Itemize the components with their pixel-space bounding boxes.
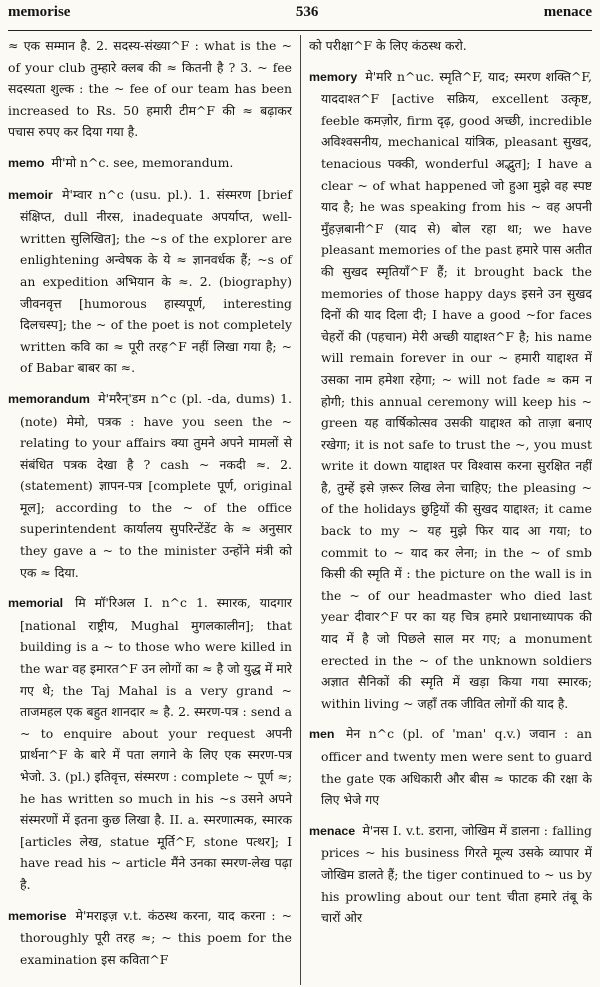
headword: menace [309, 823, 356, 838]
right-guide-word: menace [543, 4, 592, 20]
left-column [8, 35, 300, 985]
headword: memorise [8, 908, 67, 923]
entry-memory: memory मे'मरि n^uc. स्मृति^F, याद; स्मरण शक्ति^F, याददाश्त^F [active सक्रिय, excellent उत्कृष्ट, feeble कमज़ोर, firm दृढ़, good अच्छी, incredible अविश्वसनीय, mechanical यांत्रिक, pleasant सुखद, tenacious पक्की, wonderful अद्भुत]; I have a clear ~ of what happened जो हुआ मुझे वह स्पष्ट याद है; he was speaking from his ~ वह अपनी मुँहज़बानी^F (याद से) बोल रहा था; we have pleasant memories of the past हमारे पास अतीत की सुखद स्मृतियाँ^F हैं; it brought back the memories of those happy days इसने उन सुखद दिनों की याद दिला दी; I have a good ~for faces चेहरों की (पहचान) मेरी अच्छी याद्दाश्त^F है; his name will remain forever in our ~ हमारी याद्दाश्त में उसका नाम हमेशा रहेगा; ~ will not fade ≈ कम न होगी; this annual ceremony will keep his ~ green यह वार्षिकोत्सव उसकी याद्दाश्त को ताज़ा बनाए रखेगा; it is not safe to trust the ~, you must write it down याद्दाश्त पर विश्वास करना सुरक्षित नहीं है, तुम्हें इसे ज़रूर लिख लेना चाहिए; the pleasing ~ of the holidays छुट्टियों की सुखद याद्दाश्त; it came back to my ~ यह मुझे फिर याद आ गया; to commit to ~ याद कर लेना; in the ~ of smb किसी की स्मृति में : the picture on the wall is in the ~ of our headmaster who died last year दीवार^F पर का यह चित्र हमारे प्रधानाध्यापक की याद में है जो पिछले साल मर गए; a monument erected in the ~ of the unknown soldiers अज्ञात सैनिकों की स्मृति में खड़ा किया गया स्मारक; within living ~ जहाँ तक जीवित लोगों की याद है. [309, 68, 592, 711]
columns [8, 35, 592, 985]
headword: memory [309, 69, 358, 84]
entry-memo: memo मी'मो n^c. see, memorandum. [8, 154, 234, 170]
headword: men [309, 727, 335, 742]
entry-memorial: memorial मि मॉ'रिअल I. n^c 1. स्मारक, यादगार [national राष्ट्रीय, Mughal मुगलकालीन]; that building is a ~ to those who were killed in the war वह इमारत^F उन लोगों का ≈ है जो युद्ध में मारे गए थे; the Taj Mahal is a very grand ~ ताजमहल एक बहुत शानदार ≈ है. 2. स्मरण-पत्र : send a ~ to enquire about your request अपनी प्रार्थना^F के बारे में पता लगाने के लिए एक स्मरण-पत्र भेजो. 3. (pl.) इतिवृत्त, संस्मरण : complete ~ पूर्ण ≈; he has written so much in his ~s उसने अपने संस्मरणों में इतना कुछ लिखा है. II. a. स्मरणात्मक, स्मारक [articles लेख, statue मूर्ति^F, stone पत्थर]; I have read his ~ article मैंने उनका स्मरण-लेख पढ़ा है. [8, 595, 292, 892]
entry-memoir: memoir मे'म्वार n^c (usu. pl.). 1. संस्मरण [brief संक्षिप्त, dull नीरस, inadequate अपर्याप्त, well-written सुलिखित]; the ~s of the explorer are enlightening अन्वेषक के ये ≈ ज्ञानवर्धक हैं; ~s of an expedition अभियान के ≈. 2. (biography) जीवनवृत्त [humorous हास्यपूर्ण, interesting दिलचस्प]; the ~ of the poet is not completely written कवि का ≈ पूरी तरह^F नहीं लिखा गया है; ~ of Babar बाबर का ≈. [8, 186, 292, 376]
entry-continuation: ≈ एक सम्मान है. 2. सदस्य-संख्या^F : what is the ~ of your club तुम्हारे क्लब की ≈ कितनी है ? 3. ~ fee सदस्यता शुल्क : the ~ fee of our team has been increased to Rs. 50 हमारी टीम^F की ≈ बढ़ाकर पचास रुपए कर दिया गया है. [8, 38, 292, 140]
right-column [300, 35, 592, 985]
entry-menace: menace मे'नस I. v.t. डराना, जोखिम में डालना : falling prices ~ his business गिरते मूल्य उसके व्यापार में जोखिम डालते हैं; the tiger continued to ~ us by his prowling about our tent चीता हमारे तंबू के चारों ओर [309, 822, 592, 926]
page-header [8, 4, 592, 31]
headword: memorial [8, 596, 64, 611]
entry-continuation: को परीक्षा^F के लिए कंठस्थ करो. [309, 38, 467, 53]
headword: memo [8, 155, 45, 170]
entry-men: men मेन n^c (pl. of 'man' q.v.) जवान : an officer and twenty men were sent to guard the gate एक अधिकारी और बीस ≈ फाटक की रक्षा के लिए भेजे गए [309, 726, 592, 808]
entry-memorise: memorise मे'मराइज़ v.t. कंठस्थ करना, याद करना : ~ thoroughly पूरी तरह ≈; ~ this poem for the examination इस कविता^F [8, 907, 292, 967]
headword: memoir [8, 187, 53, 202]
left-guide-word: memorise [8, 4, 71, 20]
page-number: 536 [295, 4, 319, 20]
entry-memorandum: memorandum मे'मरैन्'डम n^c (pl. -da, dums) 1. (note) मेमो, पत्रक : have you seen the ~ relating to your affairs क्या तुमने अपने मामलों से संबंधित पत्रक देखा है ? cash ~ नकदी ≈. 2. (statement) ज्ञापन-पत्र [complete पूर्ण, original मूल]; according to the ~ of the office superintendent कार्यालय सुपरिन्टेंडेंट के ≈ अनुसार they gave a ~ to the minister उन्होंने मंत्री को एक ≈ दिया. [8, 390, 292, 580]
headword: memorandum [8, 391, 90, 406]
